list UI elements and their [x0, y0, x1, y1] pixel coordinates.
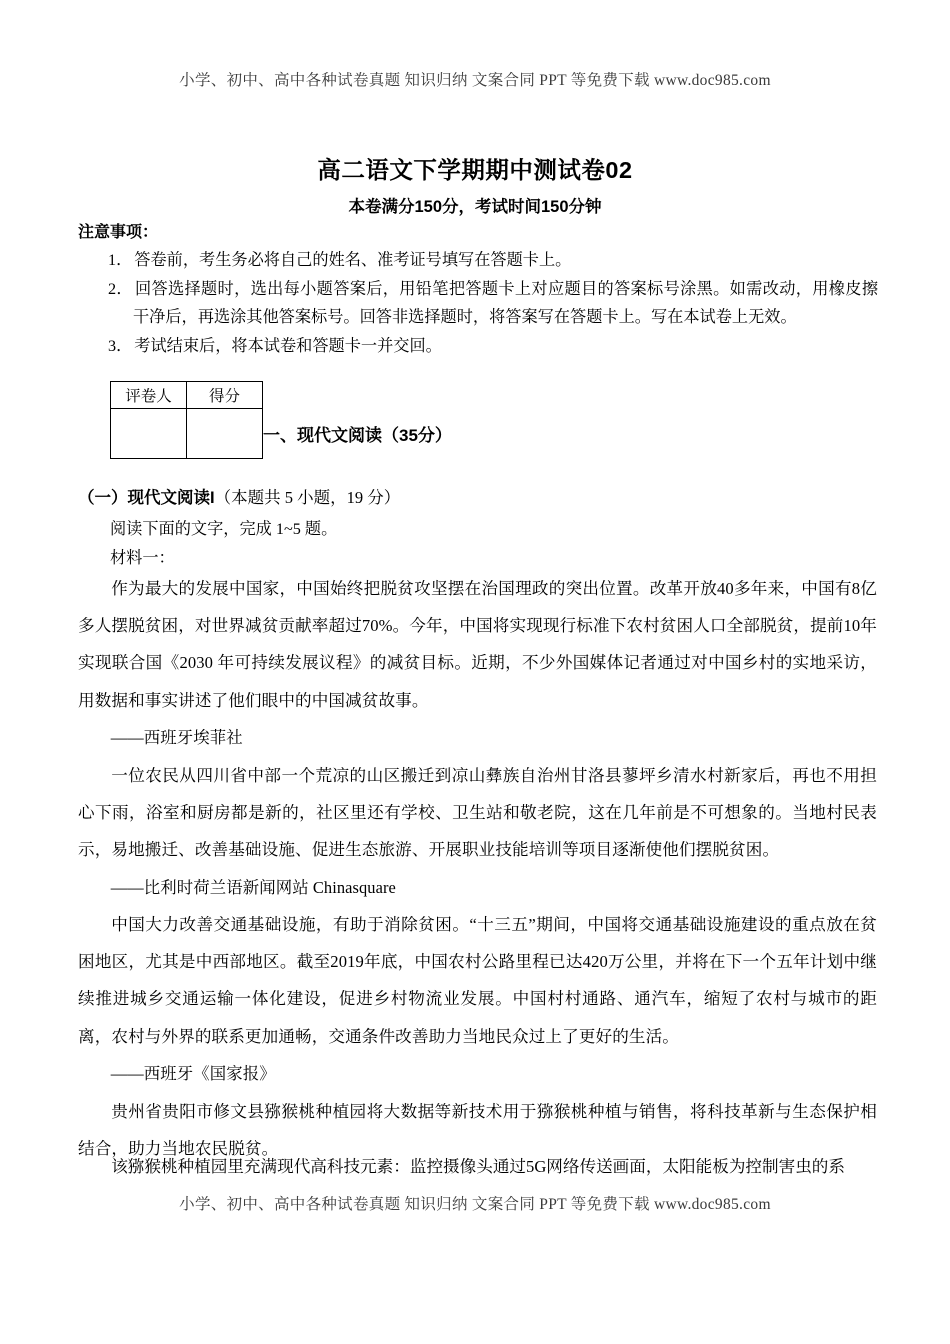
- notice-item-1: [78, 246, 878, 275]
- subsection-meta: （本题共 5 小题，19 分）: [214, 488, 401, 507]
- watermark-footer: 小学、初中、高中各种试卷真题 知识归纳 文案合同 PPT 等免费下载 www.doc985.com: [179, 1196, 771, 1213]
- section-heading-modern-reading: 一、现代文阅读（35分）: [263, 426, 452, 445]
- notice-section: [78, 219, 878, 360]
- material-paragraph-4: 贵州省贵阳市修文县猕猴桃种植园将大数据等新技术用于猕猴桃种植与销售，将科技革新与生态保护相结合，助力当地农民脱贫。: [78, 1102, 877, 1159]
- score-table-header-grader: 评卷人: [111, 382, 187, 409]
- table-row-header: [111, 382, 263, 409]
- material-paragraph-3-block: [78, 906, 877, 1092]
- notice-item-2-number: 2．: [108, 279, 133, 298]
- score-table-value-grader[interactable]: [111, 409, 187, 459]
- notice-item-1-text: 答卷前，考生务必将自己的姓名、准考证号填写在答题卡上。: [134, 251, 572, 269]
- source-attribution-3: ——西班牙《国家报》: [110, 1063, 276, 1083]
- material-paragraph-1: 作为最大的发展中国家，中国始终把脱贫攻坚摆在治国理政的突出位置。改革开放40多年来，中国有8亿多人摆脱贫困，对世界减贫贡献率超过70%。今年，中国将实现现行标准下农村贫困人口全部脱贫，提前10年实现联合国《2030 年可持续发展议程》的减贫目标。近期，不少外国媒体记者通过对中国乡村的实地采访，用数据和事实讲述了他们眼中的中国减贫故事。: [78, 579, 877, 710]
- notice-item-3-number: 3．: [108, 336, 133, 355]
- score-table-value-score[interactable]: [187, 409, 263, 459]
- material-paragraph-1-block: [78, 570, 877, 756]
- subsection-label: （一）现代文阅读: [78, 489, 210, 507]
- reading-instruction: 阅读下面的文字，完成 1~5 题。: [110, 520, 338, 538]
- table-row-values: [111, 409, 263, 459]
- notice-heading: 注意事项：: [78, 224, 159, 241]
- material-paragraph-5: 该猕猴桃种植园里充满现代高科技元素：监控摄像头通过5G网络传送画面，太阳能板为控制害虫的系: [111, 1157, 845, 1176]
- page-title: 高二语文下学期期中测试卷02: [317, 157, 633, 183]
- page-subtitle: 本卷满分150分，考试时间150分钟: [348, 198, 602, 216]
- source-attribution-1: ——西班牙埃菲社: [110, 727, 243, 747]
- source-attribution-2: ——比利时荷兰语新闻网站 Chinasquare: [110, 877, 396, 897]
- score-table: [110, 381, 263, 459]
- notice-item-3-text: 考试结束后，将本试卷和答题卡一并交回。: [134, 336, 442, 355]
- subsection-roman: I: [210, 489, 215, 507]
- material-paragraph-3: 中国大力改善交通基础设施，有助于消除贫困。“十三五”期间，中国将交通基础设施建设的重点放在贫困地区，尤其是中西部地区。截至2019年底，中国农村公路里程已达420万公里，并将在下一个五年计划中继续推进城乡交通运输一体化建设，促进乡村物流业发展。中国村村通路、通汽车，缩短了农村与城市的距离，农村与外界的联系更加通畅，交通条件改善助力当地民众过上了更好的生活。: [78, 915, 877, 1046]
- score-table-header-score: 得分: [187, 382, 263, 409]
- material-paragraph-2-block: [78, 757, 877, 906]
- notice-item-2-text: 回答选择题时，选出每小题答案后，用铅笔把答题卡上对应题目的答案标号涂黑。如需改动，用橡皮擦干净后，再选涂其他答案标号。回答非选择题时，将答案写在答题卡上。写在本试卷上无效。: [133, 279, 879, 326]
- notice-item-2: [78, 275, 878, 332]
- subsection-heading: [78, 484, 400, 508]
- notice-item-3: [78, 332, 878, 361]
- material-label: 材料一：: [110, 549, 175, 567]
- notice-item-1-number: 1．: [108, 251, 133, 269]
- watermark-header: 小学、初中、高中各种试卷真题 知识归纳 文案合同 PPT 等免费下载 www.doc985.com: [179, 72, 771, 89]
- material-paragraph-2: 一位农民从四川省中部一个荒凉的山区搬迁到凉山彝族自治州甘洛县蓼坪乡清水村新家后，再也不用担心下雨，浴室和厨房都是新的，社区里还有学校、卫生站和敬老院，这在几年前是不可想象的。当地村民表示，易地搬迁、改善基础设施、促进生态旅游、开展职业技能培训等项目逐渐使他们摆脱贫困。: [78, 766, 877, 860]
